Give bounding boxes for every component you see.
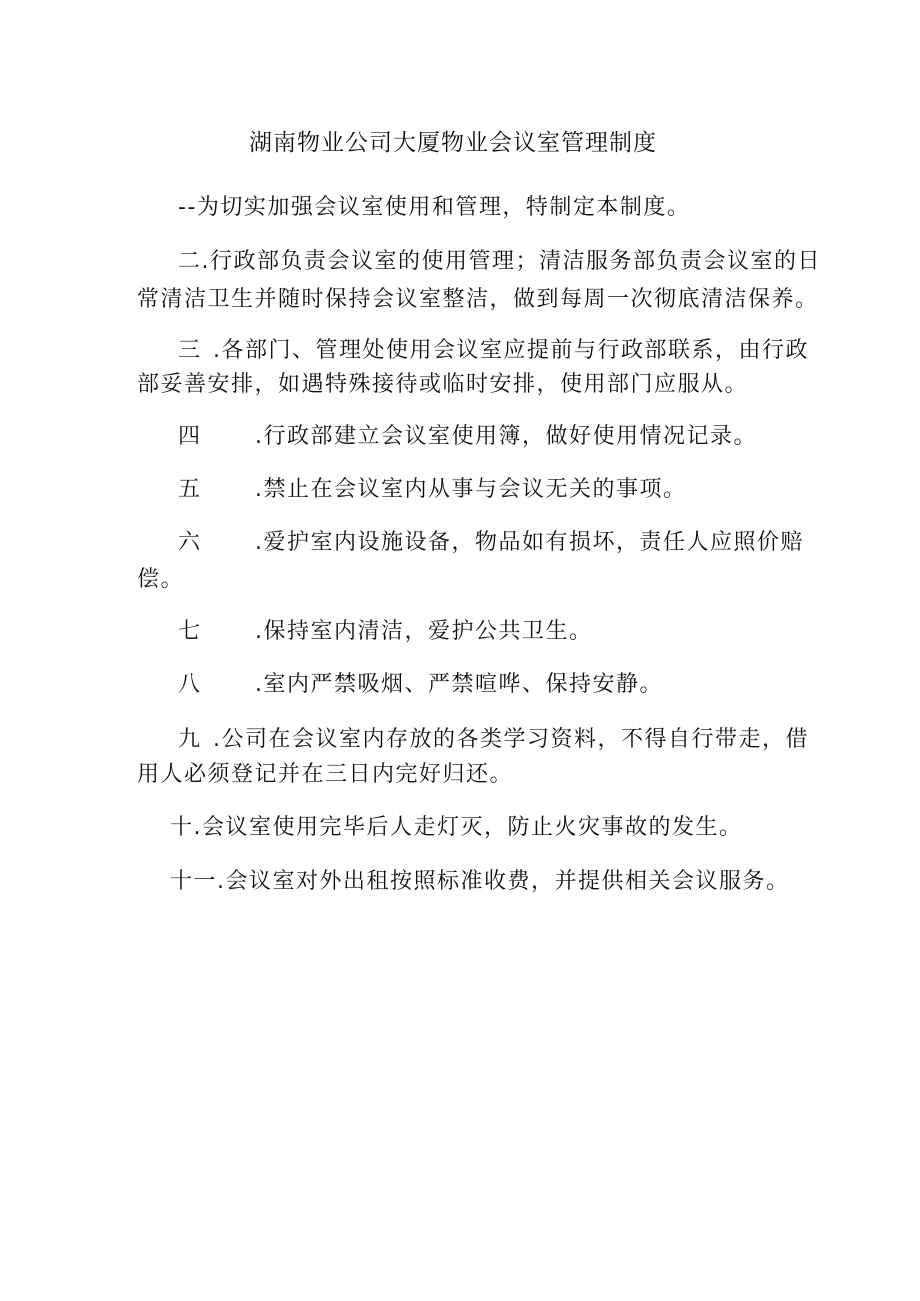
item-number: 四	[178, 424, 202, 449]
paragraph-line: 常清洁卫生并随时保持会议室整洁，做到每周一次彻底清洁保养。	[137, 287, 819, 312]
paragraph-line: 用人必须登记并在三日内完好归还。	[137, 762, 514, 787]
paragraph-line: .公司在会议室内存放的各类学习资料，不得自行带走，借	[213, 727, 809, 752]
item-number: 九	[178, 727, 202, 752]
paragraph-line: .行政部建立会议室使用簿，做好使用情况记录。	[255, 424, 757, 449]
paragraph-line: .室内严禁吸烟、严禁喧哗、保持安静。	[255, 672, 663, 697]
paragraph-line: .各部门、管理处使用会议室应提前与行政部联系，由行政	[213, 338, 809, 363]
paragraph-line: --为切实加强会议室使用和管理，特制定本制度。	[178, 195, 691, 220]
paragraph-line: 十.会议室使用完毕后人走灯灭，防止火灾事故的发生。	[170, 815, 743, 840]
paragraph-line: .禁止在会议室内从事与会议无关的事项。	[255, 477, 687, 502]
document-title: 湖南物业公司大厦物业会议室管理制度	[249, 130, 657, 156]
item-number: 五	[178, 477, 202, 502]
paragraph-line: 偿。	[137, 567, 185, 592]
paragraph-line: 部妥善安排，如遇特殊接待或临时安排，使用部门应服从。	[137, 372, 749, 397]
paragraph-line: 十一.会议室对外出租按照标准收费，并提供相关会议服务。	[170, 869, 790, 894]
item-number: 七	[178, 619, 202, 644]
paragraph-line: .爱护室内设施设备，物品如有损坏，责任人应照价赔	[255, 530, 804, 555]
item-number: 六	[178, 530, 202, 555]
item-number: 八	[178, 672, 202, 697]
paragraph-line: 二.行政部负责会议室的使用管理；清洁服务部负责会议室的日	[178, 249, 821, 274]
item-number: 三	[178, 338, 202, 363]
paragraph-line: .保持室内清洁，爱护公共卫生。	[255, 619, 593, 644]
